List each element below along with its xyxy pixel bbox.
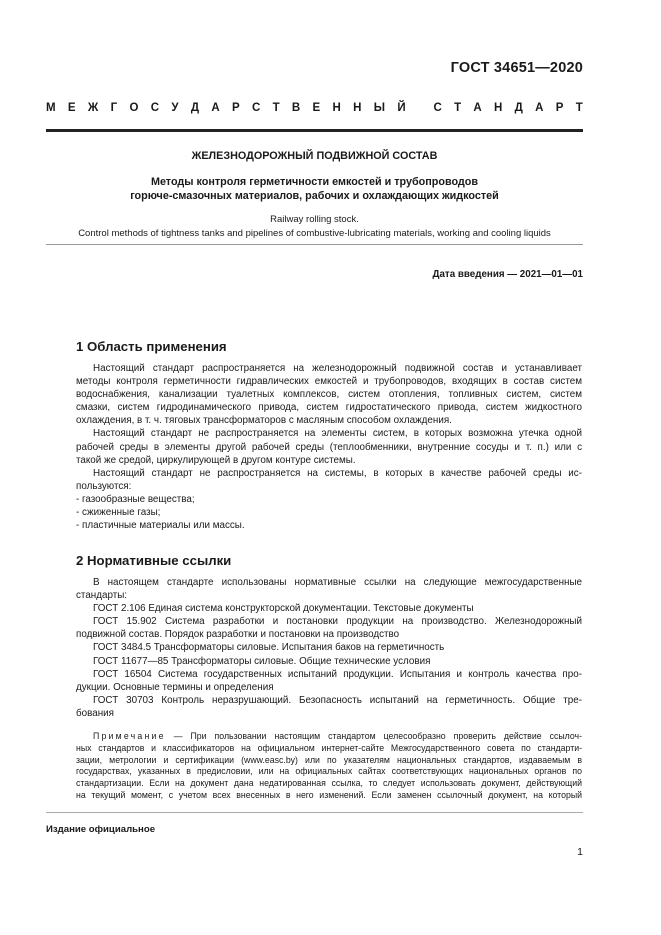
paragraph-line: рабочей среды в элементы другой рабочей среды (теплообменники, внутренние сосуды и т. п.) или с <box>76 441 582 453</box>
banner-letter: Т <box>575 102 583 114</box>
banner-letter: Н <box>494 102 503 114</box>
reference-line: ГОСТ 16504 Система государственных испытаний продукции. Испытания и контроль качества про- <box>93 668 582 680</box>
list-item: - пластичные материалы или массы. <box>76 520 245 532</box>
reference-line: ГОСТ 30703 Контроль неразрушающий. Безопасность испытаний на герметичность. Общие тре- <box>93 694 582 706</box>
banner-letter: Д <box>190 102 200 114</box>
banner-letter: Н <box>332 102 341 114</box>
banner-letter: Т <box>272 102 280 114</box>
banner-letter <box>418 102 421 114</box>
introduction-date: Дата введения — 2021—01—01 <box>432 269 583 280</box>
paragraph-line: Настоящий стандарт не распространяется на элементы систем, в которых возможна утечка одной <box>93 428 582 440</box>
edition-label: Издание официальное <box>46 824 156 835</box>
reference-line: подвижной состав. Порядок разработки и постановки на производство <box>76 629 400 641</box>
banner-letter: Р <box>231 102 240 114</box>
banner-letter: Д <box>514 102 523 114</box>
footer-rule <box>46 812 583 813</box>
reference-line: бования <box>76 707 114 719</box>
section-2-body <box>76 576 582 720</box>
banner-letter: А <box>211 102 220 114</box>
title-block <box>46 150 583 241</box>
paragraph-line: Настоящий стандарт распространяется на железнодорожный подвижной состав и устанавливает <box>93 363 582 374</box>
document-title: ЖЕЛЕЗНОДОРОЖНЫЙ ПОДВИЖНОЙ СОСТАВ <box>191 150 438 162</box>
banner-letter: У <box>171 102 179 114</box>
title-rule <box>46 244 583 245</box>
banner-letter: Е <box>67 102 76 114</box>
banner-letter: В <box>291 102 301 114</box>
paragraph-line: смазки, систем гидродинамического привода, систем гидростатического привода, систем жидкостного <box>76 402 582 414</box>
paragraph-line: В настоящем стандарте использованы нормативные ссылки на следующие межгосударственные <box>93 577 582 588</box>
english-title <box>46 213 583 241</box>
banner-letter: А <box>473 102 482 114</box>
note-line: ных стандартов и классификаторов на официальном интернет-сайте Межгосударственного совета по стандарти- <box>76 742 582 753</box>
note-line: на текущий момент, с учетом всех внесенных в него изменений. Если заменен ссылочный документ, на который <box>76 789 582 800</box>
note-label: Примечание <box>93 731 166 741</box>
banner-letter: С <box>150 102 160 114</box>
banner-letter: М <box>46 102 56 114</box>
note-block <box>76 731 582 802</box>
reference-line: дукции. Основные термины и определения <box>76 681 274 693</box>
note-line: зации, метрологии и сертификации (www.easc.by) или по указателям национальных стандартов, издаваемым в <box>76 754 582 765</box>
banner-letter: С <box>433 102 442 114</box>
section-2-heading: 2 Нормативные ссылки <box>76 553 232 568</box>
english-title-line-1: Railway rolling stock. <box>270 214 359 225</box>
paragraph-line: охлаждения, в т. ч. тяговых трансформаторов с масляным способом охлаждения. <box>76 415 452 427</box>
note-line: стандартизации. Если на документ дана недатированная ссылка, то следует использовать документ, действующий <box>76 778 582 789</box>
banner-letter: Е <box>312 102 321 114</box>
banner-letter: Ж <box>87 102 99 114</box>
section-1-heading: 1 Область применения <box>76 339 227 354</box>
page-number: 1 <box>577 846 583 858</box>
english-title-line-2: Control methods of tightness tanks and pipelines of combustive-lubricating materials, working and cooling liquids <box>78 228 551 239</box>
reference-line: ГОСТ 11677—85 Трансформаторы силовые. Общие технические условия <box>93 655 431 667</box>
paragraph-line: пользуются: <box>76 480 132 492</box>
reference-line: ГОСТ 15.902 Система разработки и постановки продукции на производство. Железнодорожный <box>93 616 582 628</box>
banner-letter: А <box>535 102 544 114</box>
document-subtitle <box>46 175 583 203</box>
reference-line: ГОСТ 3484.5 Трансформаторы силовые. Испытания баков на герметичность <box>93 642 445 654</box>
section-1-body <box>76 362 582 532</box>
banner-letter: Н <box>353 102 362 114</box>
paragraph-line: такой же средой, циркулирующей в другом контуре системы. <box>76 454 356 466</box>
paragraph-line: методы контроля герметичности гидравлических емкостей и трубопроводов, входящих в состав систем <box>76 376 582 388</box>
banner-letter: Г <box>110 102 118 114</box>
banner-letter: Т <box>454 102 462 114</box>
paragraph-line: водоснабжения, канализации туалетных комплексов, систем отопления, топливных систем, систем <box>76 389 582 401</box>
banner-letter: С <box>251 102 261 114</box>
document-code: ГОСТ 34651—2020 <box>450 60 583 76</box>
reference-line: ГОСТ 2.106 Единая система конструкторской документации. Текстовые документы <box>93 603 474 615</box>
banner-letter: О <box>129 102 139 114</box>
note-line: государствах, указанных в предисловии, или на официальных сайтах соответствующих национальных органов по <box>76 766 582 777</box>
note-text: — При пользовании настоящим стандартом целесообразно проверить действие ссылоч- <box>165 731 582 741</box>
interstate-standard-banner <box>46 102 583 114</box>
banner-letter: Ы <box>373 102 386 114</box>
banner-letter: Й <box>397 102 406 114</box>
paragraph-line: стандарты: <box>76 590 128 602</box>
list-item: - газообразные вещества; <box>76 493 195 505</box>
paragraph-line: Настоящий стандарт не распространяется на системы, в которых в качестве рабочей среды ис- <box>93 467 582 479</box>
note-first-line <box>76 731 582 743</box>
header-rule <box>46 129 583 132</box>
subtitle-line-2: горюче-смазочных материалов, рабочих и охлаждающих жидкостей <box>130 190 499 202</box>
banner-letter: Р <box>555 102 564 114</box>
list-item: - сжиженные газы; <box>76 507 161 519</box>
subtitle-line-1: Методы контроля герметичности емкостей и трубопроводов <box>150 176 479 188</box>
